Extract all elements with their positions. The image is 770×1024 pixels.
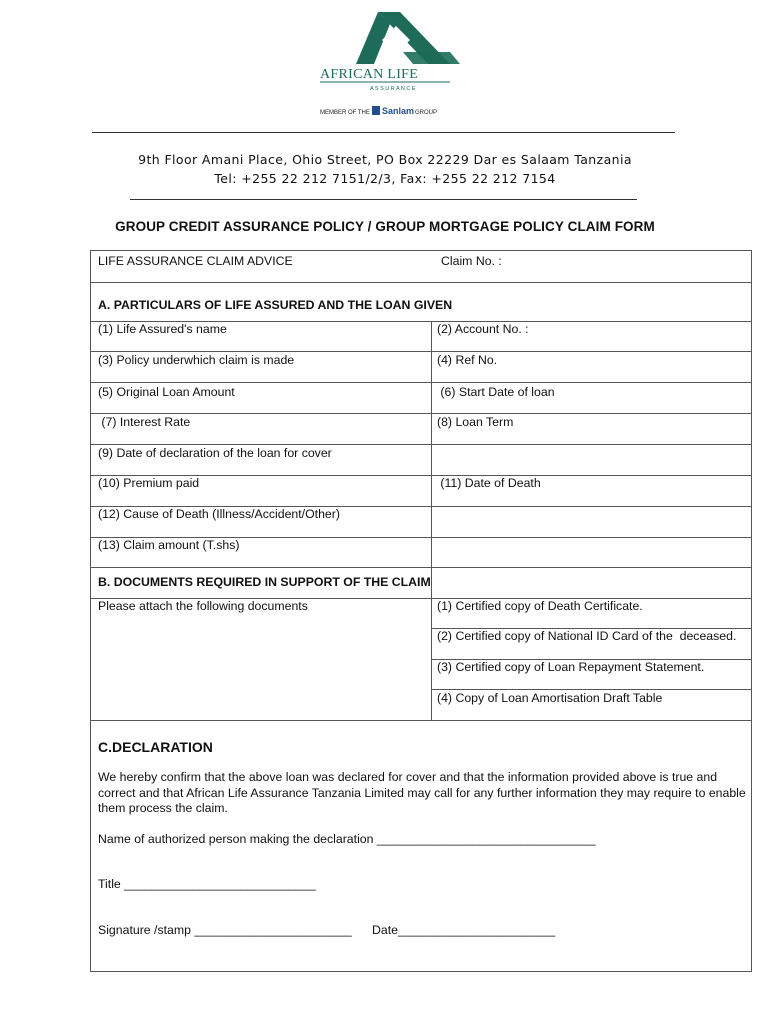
section-c-heading: C.DECLARATION (98, 739, 213, 755)
document-item: (4) Copy of Loan Amortisation Draft Table (437, 691, 663, 705)
contact-line: Tel: +255 22 212 7151/2/3, Fax: +255 22 212 7154 (214, 171, 556, 186)
header-divider-top (92, 132, 675, 133)
svg-text:Sanlam: Sanlam (382, 106, 415, 116)
company-logo (300, 8, 470, 118)
document-item: (1) Certified copy of Death Certificate. (437, 599, 643, 613)
section-b-heading: B. DOCUMENTS REQUIRED IN SUPPORT OF THE CLAIM (98, 575, 431, 589)
claim-no-field[interactable]: Claim No. : (441, 254, 502, 268)
svg-text:MEMBER OF THE: MEMBER OF THE (320, 110, 370, 116)
date-of-death-field[interactable]: (11) Date of Death (437, 476, 541, 490)
svg-text:A S S U R A N C E: A S S U R A N C E (370, 86, 416, 92)
start-date-field[interactable]: (6) Start Date of loan (437, 385, 555, 399)
loan-term-field[interactable]: (8) Loan Term (437, 415, 514, 429)
claim-form (90, 250, 752, 972)
title-field[interactable]: Title ____________________________ (98, 877, 316, 891)
declaration-text: We hereby confirm that the above loan was declared for cover and that the information provided above is true and correct and that African Life Assurance Tanzania Limited may call for any further information they may require to enable them process the claim. (98, 770, 746, 815)
cause-of-death-field[interactable]: (12) Cause of Death (Illness/Accident/Other) (98, 507, 340, 521)
date-field[interactable]: Date_______________________ (372, 923, 556, 937)
address-line: 9th Floor Amani Place, Ohio Street, PO Box 22229 Dar es Salaam Tanzania (138, 152, 632, 167)
svg-text:GROUP: GROUP (415, 110, 438, 116)
authorized-person-field[interactable]: Name of authorized person making the declaration ________________________________ (98, 832, 596, 846)
declaration-date-field[interactable]: (9) Date of declaration of the loan for cover (98, 446, 332, 460)
form-title: GROUP CREDIT ASSURANCE POLICY / GROUP MORTGAGE POLICY CLAIM FORM (115, 219, 655, 234)
premium-paid-field[interactable]: (10) Premium paid (98, 476, 200, 490)
header-divider-bottom (130, 199, 637, 200)
documents-instruction: Please attach the following documents (98, 599, 308, 613)
policy-field[interactable]: (3) Policy underwhich claim is made (98, 353, 295, 367)
account-no-field[interactable]: (2) Account No. : (437, 322, 529, 336)
document-item: (2) Certified copy of National ID Card of the deceased. (437, 629, 737, 643)
african-life-logo-icon (300, 8, 470, 118)
svg-text:AFRICAN LIFE: AFRICAN LIFE (320, 67, 419, 82)
claim-amount-field[interactable]: (13) Claim amount (T.shs) (98, 538, 240, 552)
original-loan-amount-field[interactable]: (5) Original Loan Amount (98, 385, 235, 399)
ref-no-field[interactable]: (4) Ref No. (437, 353, 498, 367)
document-item: (3) Certified copy of Loan Repayment Statement. (437, 660, 705, 674)
claim-advice-label: LIFE ASSURANCE CLAIM ADVICE (98, 254, 293, 268)
interest-rate-field[interactable]: (7) Interest Rate (98, 415, 191, 429)
life-assured-name-field[interactable]: (1) Life Assured's name (98, 322, 227, 336)
signature-field[interactable]: Signature /stamp _______________________ (98, 923, 352, 937)
section-a-heading: A. PARTICULARS OF LIFE ASSURED AND THE LOAN GIVEN (98, 298, 453, 312)
